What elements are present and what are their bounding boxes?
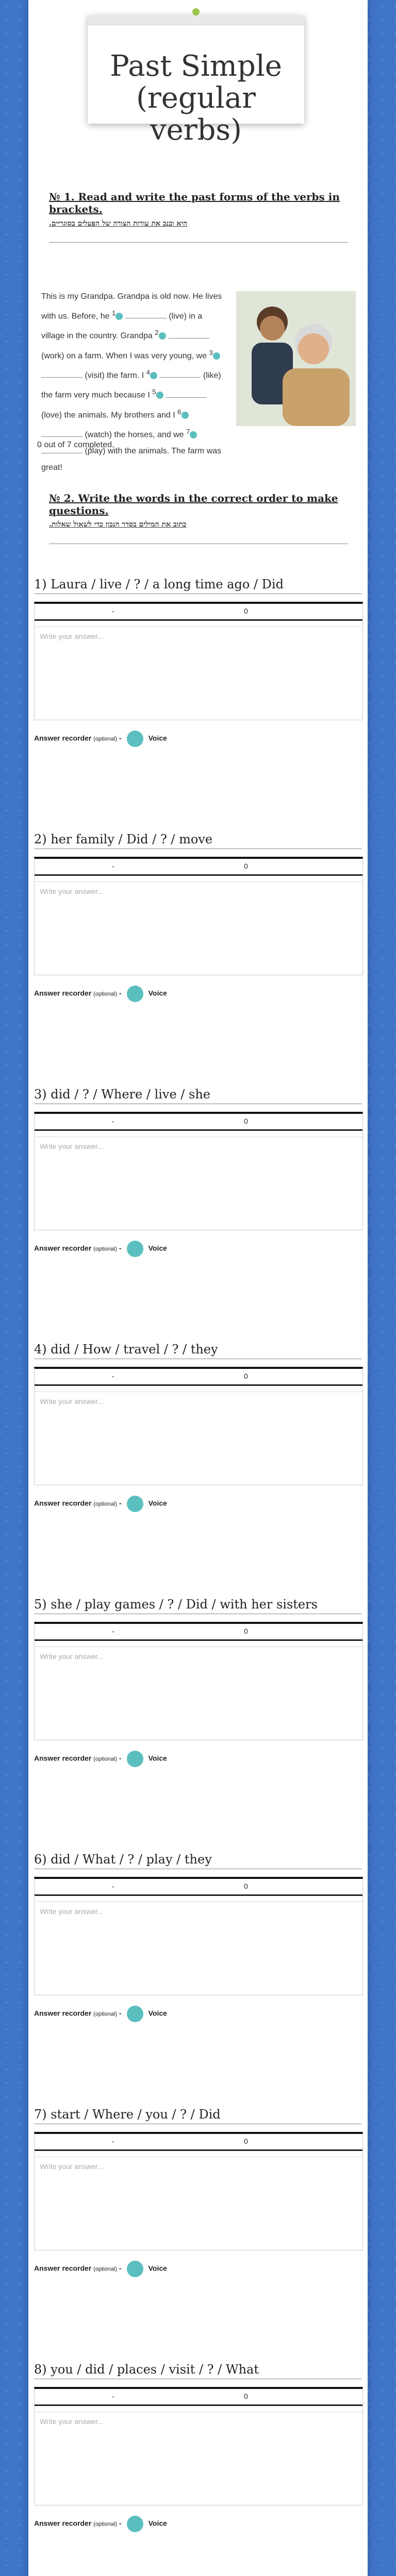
answer-recorder: Answer recorder (optional) - Voice [34, 1751, 167, 1767]
answer-recorder: Answer recorder (optional) - Voice [34, 1241, 167, 1257]
answer-input[interactable] [35, 626, 362, 714]
page-title: Past Simple (regular verbs) [110, 49, 282, 147]
answer-recorder: Answer recorder (optional) - Voice [34, 986, 167, 1002]
word-count: 0 [244, 607, 248, 615]
answer-recorder: Answer recorder (optional) - Voice [34, 731, 167, 747]
record-button[interactable] [127, 986, 143, 1002]
word-count: 0 [244, 1117, 248, 1125]
word-count: 0 [244, 1372, 248, 1380]
gap-marker-icon [159, 332, 166, 340]
record-button[interactable] [127, 1496, 143, 1512]
gap-4-input[interactable] [159, 369, 201, 378]
dash-label: - [112, 1627, 114, 1635]
gap-1-input[interactable] [125, 310, 167, 318]
question-4-title: 4) did / How / travel / ? / they [34, 1342, 218, 1357]
gap-marker-icon [156, 392, 163, 399]
title-tape [88, 15, 304, 25]
answer-recorder: Answer recorder (optional) - Voice [34, 1496, 167, 1512]
answer-toolbar [35, 1369, 362, 1386]
answer-input[interactable] [35, 882, 362, 969]
record-button[interactable] [127, 2261, 143, 2277]
answer-toolbar [35, 604, 362, 621]
answer-box [34, 2387, 363, 2505]
answer-recorder: Answer recorder (optional) - Voice [34, 2516, 167, 2532]
title-card [88, 15, 304, 147]
gap-6-input[interactable] [41, 428, 82, 437]
dash-label: - [112, 607, 114, 615]
gap-marker-icon [116, 313, 123, 320]
voice-label: Voice [148, 2009, 167, 2018]
section2-hebrew: כתוב את המילים בסדר הנכון כדי לשאול שאלות. [49, 520, 187, 529]
section2-heading: № 2. Write the words in the correct order to make questions. [49, 492, 338, 517]
question-5-title: 5) she / play games / ? / Did / with her sisters [34, 1597, 318, 1612]
answer-recorder: Answer recorder (optional) - Voice [34, 2261, 167, 2277]
answer-box [34, 602, 363, 720]
answer-toolbar [35, 2389, 362, 2406]
answer-box [34, 1112, 363, 1230]
gap-3-input[interactable] [41, 369, 82, 378]
word-count: 0 [244, 1882, 248, 1890]
dash-label: - [112, 1117, 114, 1125]
question-1-title: 1) Laura / live / ? / a long time ago / Did [34, 577, 284, 591]
gap-5-input[interactable] [166, 389, 207, 398]
answer-box [34, 857, 363, 975]
story-intro: This is my Grandpa. Grandpa is old now. He lives with us. Before, he [41, 292, 222, 321]
question-2-title: 2) her family / Did / ? / move [34, 832, 213, 846]
answer-toolbar [35, 1624, 362, 1641]
record-button[interactable] [127, 1751, 143, 1767]
gap-marker-icon [213, 352, 220, 360]
pin-icon [192, 8, 200, 15]
answer-recorder: Answer recorder (optional) - Voice [34, 2006, 167, 2022]
section1-heading: № 1. Read and write the past forms of the verbs in brackets. [49, 191, 340, 215]
answer-input[interactable] [35, 2157, 362, 2244]
answer-toolbar [35, 2134, 362, 2151]
answer-toolbar [35, 1114, 362, 1131]
voice-label: Voice [148, 2519, 167, 2528]
word-count: 0 [244, 2137, 248, 2145]
completed-counter: 0 out of 7 completed. [37, 440, 114, 449]
voice-label: Voice [148, 989, 167, 997]
dash-label: - [112, 862, 114, 870]
voice-label: Voice [148, 1244, 167, 1252]
answer-toolbar [35, 1879, 362, 1896]
word-count: 0 [244, 2392, 248, 2400]
voice-label: Voice [148, 1754, 167, 1762]
answer-box [34, 1622, 363, 1740]
record-button[interactable] [127, 731, 143, 747]
gap-marker-icon [182, 412, 189, 419]
voice-label: Voice [148, 2264, 167, 2273]
dash-label: - [112, 1882, 114, 1890]
divider [49, 242, 348, 243]
gap-2-input[interactable] [168, 330, 209, 338]
answer-box [34, 1367, 363, 1485]
dash-label: - [112, 2137, 114, 2145]
record-button[interactable] [127, 2516, 143, 2532]
dash-label: - [112, 2392, 114, 2400]
record-button[interactable] [127, 1241, 143, 1257]
voice-label: Voice [148, 734, 167, 742]
dash-label: - [112, 1372, 114, 1380]
story-text: This is my Grandpa. Grandpa is old now. He lives with us. Before, he $^1$ (live) in a village in the country. Grandpa $^2$ (work) on a farm. When I was very young, we $^3$ (visit) the farm. I $^4$ (like) the farm very much because I $^5$ (love) the animals. My brothers and I $^6$ (watch) the horses, and we $^7$ (play) with the animals. The farm was great! [41, 292, 222, 472]
answer-input[interactable] [35, 2412, 362, 2499]
answer-input[interactable] [35, 1137, 362, 1224]
answer-box [34, 2132, 363, 2250]
question-7-title: 7) start / Where / you / ? / Did [34, 2107, 221, 2122]
gap-marker-icon [150, 372, 157, 379]
grandpa-photo [236, 291, 356, 426]
question-8-title: 8) you / did / places / visit / ? / What [34, 2362, 259, 2377]
word-count: 0 [244, 862, 248, 870]
gap-marker-icon [190, 431, 197, 438]
word-count: 0 [244, 1627, 248, 1635]
answer-input[interactable] [35, 1902, 362, 1989]
answer-input[interactable] [35, 1647, 362, 1734]
answer-input[interactable] [35, 1392, 362, 1479]
voice-label: Voice [148, 1499, 167, 1507]
question-3-title: 3) did / ? / Where / live / she [34, 1087, 210, 1101]
answer-toolbar [35, 859, 362, 876]
record-button[interactable] [127, 2006, 143, 2022]
section1-hebrew: היא ובנכ את עורות הצורה של הפעלים בסוגריים. [49, 219, 188, 228]
question-6-title: 6) did / What / ? / play / they [34, 1852, 212, 1867]
answer-box [34, 1877, 363, 1995]
